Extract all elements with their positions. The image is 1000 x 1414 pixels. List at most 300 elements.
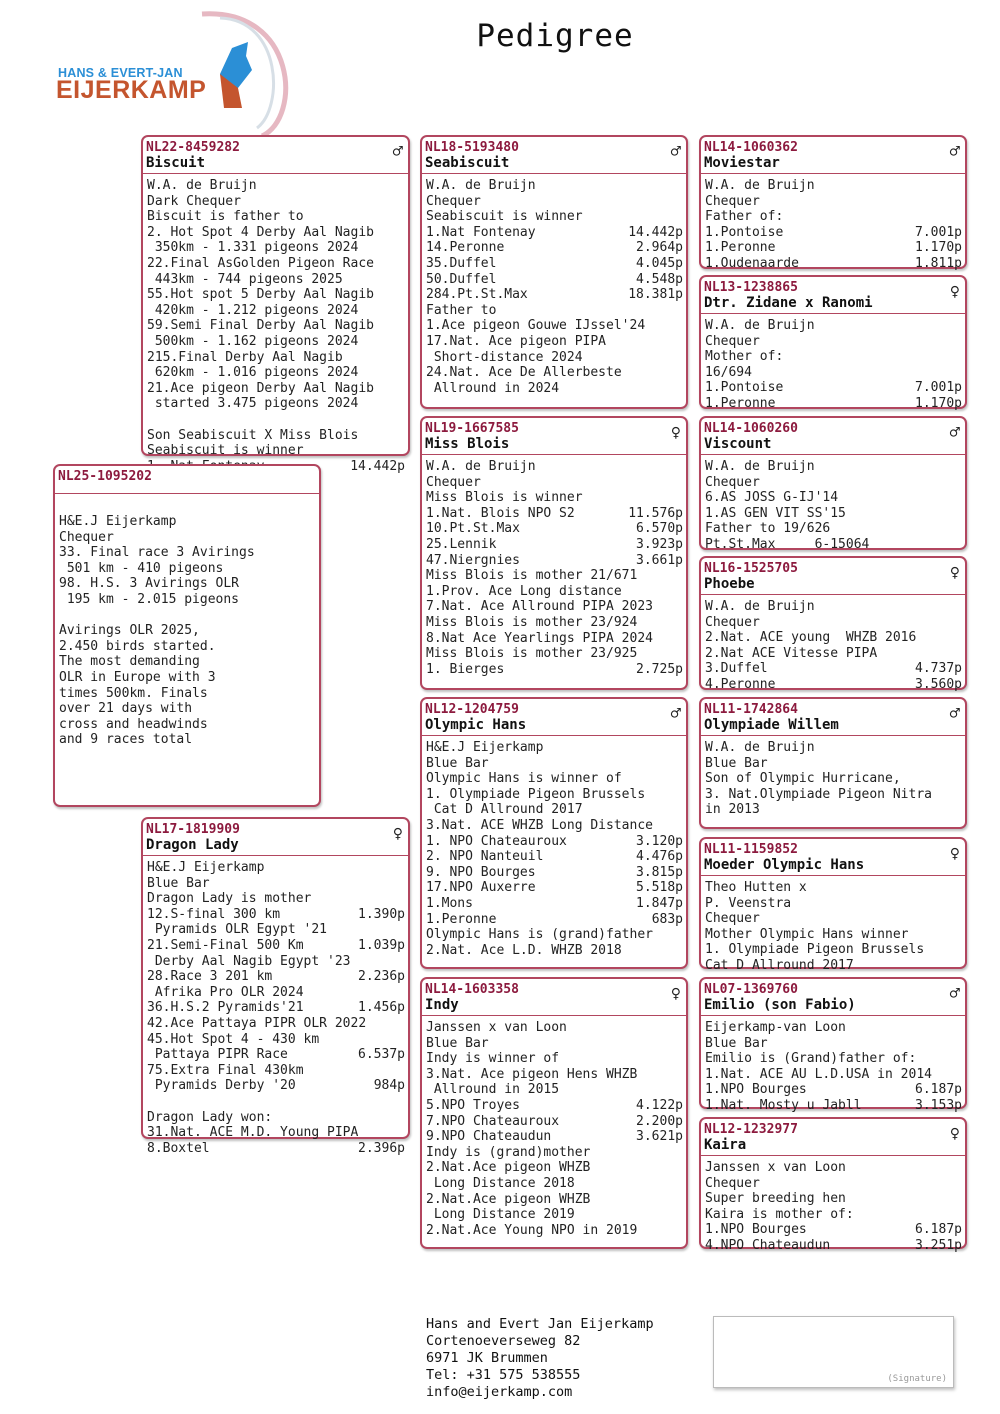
- card-line: [705, 1020, 962, 1036]
- card-line: [426, 303, 683, 319]
- female-icon: ♀: [949, 282, 960, 302]
- pigeon-name: Olympiade Willem: [704, 717, 839, 733]
- footer-address: [426, 1316, 654, 1401]
- card-line-value: 1.170p: [915, 395, 962, 411]
- card-line-text: 1. Bierges: [426, 661, 505, 677]
- ring-number: NL12-1204759: [425, 702, 519, 717]
- card-line: [705, 178, 962, 194]
- card-line: [147, 1125, 405, 1141]
- card-line-text: cross and headwinds: [59, 716, 208, 732]
- card-line-text: started 3.475 pigeons 2024: [147, 396, 359, 412]
- card-line-text: over 21 days with: [59, 701, 193, 717]
- card-line-text: Chequer: [705, 614, 760, 630]
- card-line-text: Theo Hutten x: [705, 880, 807, 895]
- card-header: [422, 418, 686, 455]
- ring-number: NL17-1819909: [146, 822, 240, 837]
- card-line-value: 1.811p: [915, 255, 962, 271]
- card-line-text: 2. NPO Nanteuil: [426, 849, 544, 865]
- card-line-value: 6.537p: [358, 1047, 405, 1063]
- card-body: [422, 455, 686, 679]
- pedigree-card-phoebe: [699, 556, 967, 690]
- card-line: [147, 876, 405, 892]
- footer-email[interactable]: info@eijerkamp.com: [426, 1384, 573, 1400]
- card-line-text: Chequer: [59, 529, 114, 545]
- card-line: [426, 756, 683, 772]
- card-line-text: Pt.St.Max 6-15064: [705, 536, 870, 552]
- card-line-text: 1. Olympiade Pigeon Brussels: [705, 942, 925, 958]
- female-icon: ♀: [670, 984, 681, 1004]
- card-line: [59, 592, 316, 608]
- card-line: [705, 521, 962, 537]
- card-line-text: W.A. de Bruijn: [705, 740, 815, 755]
- card-line-text: Dark Chequer: [147, 193, 241, 209]
- card-line: [147, 350, 405, 366]
- card-body: [55, 494, 319, 750]
- card-line-text: 21.Semi-Final 500 Km: [147, 937, 304, 953]
- card-line: [426, 1192, 683, 1208]
- card-line: [147, 256, 405, 272]
- card-line: [147, 194, 405, 210]
- card-line-text: 45.Hot Spot 4 - 430 km: [147, 1031, 320, 1047]
- card-line: [59, 654, 316, 670]
- card-line: [426, 381, 683, 397]
- card-header: [701, 699, 965, 736]
- card-line-text: 2.450 birds started.: [59, 638, 216, 654]
- card-line: [426, 1067, 683, 1083]
- card-line-text: 1.NPO Bourges: [705, 1222, 807, 1238]
- pedigree-card-seabiscuit: [420, 135, 688, 409]
- card-line: [705, 194, 962, 210]
- card-line-text: 59.Semi Final Derby Aal Nagib: [147, 318, 374, 334]
- card-line-value: 6.187p: [915, 1222, 962, 1238]
- card-line-text: 1.Ace pigeon Gouwe IJssel'24: [426, 318, 646, 334]
- card-line-text: 1.NPO Bourges: [705, 1082, 807, 1098]
- card-line-text: OLR in Europe with 3: [59, 669, 216, 685]
- signature-label: (Signature): [887, 1374, 947, 1384]
- card-line-value: 1.039p: [358, 937, 405, 953]
- card-line-text: Miss Blois is mother 23/924: [426, 614, 638, 630]
- card-line: [426, 584, 683, 600]
- card-line-text: 4.NPO Chateaudun: [705, 1237, 831, 1253]
- logo: [52, 8, 292, 138]
- card-line-text: Afrika Pro OLR 2024: [147, 984, 304, 1000]
- card-line-text: H&E.J Eijerkamp: [59, 514, 177, 529]
- card-line: [147, 428, 405, 444]
- card-line: [426, 771, 683, 787]
- card-line-text: H&E.J Eijerkamp: [147, 860, 265, 875]
- card-line-value: 3.815p: [636, 864, 683, 880]
- pedigree-card-dtr-zidane: [699, 275, 967, 409]
- card-line: [426, 1207, 683, 1223]
- card-line-text: 36.H.S.2 Pyramids'21: [147, 1000, 304, 1016]
- card-line: [426, 631, 683, 647]
- card-line-text: 28.Race 3 201 km: [147, 969, 273, 985]
- male-icon: ♂: [949, 984, 960, 1004]
- card-line: [59, 608, 316, 624]
- card-line: [426, 662, 683, 678]
- card-line: [59, 530, 316, 546]
- card-line: [705, 1051, 962, 1067]
- card-line-value: 683p: [651, 911, 683, 927]
- card-line: [426, 740, 683, 756]
- card-line-text: Chequer: [705, 474, 760, 490]
- card-line: [426, 225, 683, 241]
- ring-number: NL16-1525705: [704, 561, 798, 576]
- card-line-text: 1.Nat. Blois NPO S2: [426, 505, 575, 521]
- card-body: [701, 174, 965, 274]
- card-line-text: 1. NPO Chateauroux: [426, 833, 567, 849]
- card-line: [426, 459, 683, 475]
- pigeon-name: Viscount: [704, 436, 772, 452]
- card-line: [705, 1222, 962, 1238]
- card-line: [147, 1000, 405, 1016]
- card-line: [59, 670, 316, 686]
- card-line: [59, 732, 316, 748]
- card-line-text: Cat D Allround 2017: [426, 802, 583, 818]
- card-line-text: Eijerkamp-van Loon: [705, 1020, 846, 1035]
- card-body: [143, 174, 408, 476]
- card-line-text: 195 km - 2.015 pigeons: [59, 591, 240, 607]
- card-line-text: 24.Nat. Ace De Allerbeste: [426, 365, 622, 381]
- card-line-text: W.A. de Bruijn: [147, 178, 257, 193]
- card-line-text: 47.Niergnies: [426, 552, 520, 568]
- card-line: [705, 630, 962, 646]
- card-line-text: 7.Nat. Ace Allround PIPA 2023: [426, 599, 653, 615]
- card-line: [59, 545, 316, 561]
- pigeon-name: Biscuit: [146, 155, 206, 171]
- card-line: [705, 740, 962, 756]
- pedigree-card-moeder-olympic-hans: [699, 837, 967, 973]
- signature-box: [713, 1316, 954, 1388]
- card-body: [422, 174, 686, 398]
- footer-line: Hans and Evert Jan Eijerkamp: [426, 1316, 654, 1332]
- card-line-text: 3. Nat.Olympiade Pigeon Nitra: [705, 786, 932, 802]
- card-line-text: Dragon Lady won:: [147, 1109, 273, 1125]
- card-line: [426, 615, 683, 631]
- card-line: [147, 1063, 405, 1079]
- card-line-text: 10.Pt.St.Max: [426, 521, 520, 537]
- card-line-text: Allround in 2024: [426, 380, 560, 396]
- card-line: [147, 381, 405, 397]
- card-line: [426, 1098, 683, 1114]
- ring-number: NL12-1232977: [704, 1122, 798, 1137]
- card-line: [426, 178, 683, 194]
- card-line-value: 14.442p: [628, 224, 683, 240]
- card-line-text: W.A. de Bruijn: [705, 459, 815, 474]
- card-line: [426, 194, 683, 210]
- card-line-text: 33. Final race 3 Avirings: [59, 545, 255, 561]
- card-line: [147, 891, 405, 907]
- card-header: [701, 839, 965, 876]
- card-line: [426, 334, 683, 350]
- ring-number: NL11-1742864: [704, 702, 798, 717]
- card-line-text: 42.Ace Pattaya PIPR OLR 2022: [147, 1015, 367, 1031]
- card-line-text: 1.Nat Fontenay: [426, 224, 536, 240]
- card-line-text: Chequer: [705, 1175, 760, 1191]
- card-line-text: 2. Hot Spot 4 Derby Aal Nagib: [147, 224, 374, 240]
- card-line: [705, 677, 962, 693]
- card-line-text: Miss Blois is mother 23/925: [426, 646, 638, 662]
- card-line-text: [147, 1094, 155, 1110]
- card-line-text: Biscuit is father to: [147, 209, 304, 225]
- card-line-text: 2.Nat.Ace Young NPO in 2019: [426, 1222, 638, 1238]
- card-line-text: 8.Nat Ace Yearlings PIPA 2024: [426, 630, 653, 646]
- card-line-value: 2.200p: [636, 1113, 683, 1129]
- card-line-text: Short-distance 2024: [426, 349, 583, 365]
- card-line-text: Pyramids Derby '20: [147, 1078, 296, 1094]
- card-line-value: 3.153p: [915, 1097, 962, 1113]
- card-line: [705, 787, 962, 803]
- card-line-value: 6.187p: [915, 1082, 962, 1098]
- card-line: [147, 1032, 405, 1048]
- card-line: [705, 475, 962, 491]
- card-line: [147, 938, 405, 954]
- card-line: [426, 818, 683, 834]
- card-line: [705, 318, 962, 334]
- card-line-text: 2.Nat ACE Vitesse PIPA: [705, 645, 878, 661]
- card-line: [147, 969, 405, 985]
- card-line-text: and 9 races total: [59, 732, 193, 748]
- card-line-value: 3.661p: [636, 552, 683, 568]
- ring-number: NL19-1667585: [425, 421, 519, 436]
- card-line-text: 35.Duffel: [426, 255, 497, 271]
- card-line: [426, 490, 683, 506]
- pigeon-name: Indy: [425, 997, 459, 1013]
- card-line: [705, 802, 962, 818]
- card-line: [426, 1036, 683, 1052]
- female-icon: ♀: [670, 423, 681, 443]
- card-line: [147, 1047, 405, 1063]
- card-line-text: P. Veenstra: [705, 895, 792, 911]
- card-line-value: 3.560p: [915, 676, 962, 692]
- card-line-text: 98. H.S. 3 Avirings OLR: [59, 576, 240, 592]
- card-line-text: 2.Nat.Ace pigeon WHZB: [426, 1160, 591, 1176]
- ring-number: NL11-1159852: [704, 842, 798, 857]
- card-line-text: 5.NPO Troyes: [426, 1097, 520, 1113]
- card-line: [426, 1176, 683, 1192]
- pedigree-card-dragon-lady: [141, 817, 410, 1156]
- ring-number: NL14-1603358: [425, 982, 519, 997]
- ring-number: NL25-1095202: [58, 469, 152, 484]
- card-line: [426, 287, 683, 303]
- card-line-text: Miss Blois is winner: [426, 490, 583, 506]
- card-line-value: 7.001p: [915, 224, 962, 240]
- card-body: [422, 736, 686, 960]
- card-line-text: Chequer: [705, 193, 760, 209]
- card-line-text: 500km - 1.162 pigeons 2024: [147, 333, 359, 349]
- card-line-text: Olympic Hans is winner of: [426, 771, 622, 787]
- card-line-value: 2.725p: [636, 661, 683, 677]
- card-line: [426, 272, 683, 288]
- ring-number: NL14-1060362: [704, 140, 798, 155]
- card-line-value: 7.001p: [915, 380, 962, 396]
- page-title: Pedigree: [476, 18, 634, 54]
- card-line: [147, 1110, 405, 1126]
- card-line-text: 25.Lennik: [426, 536, 497, 552]
- card-line-text: 1.Peronne: [705, 240, 776, 256]
- card-line: [59, 561, 316, 577]
- card-line: [705, 1238, 962, 1254]
- pigeon-name: Olympic Hans: [425, 717, 527, 733]
- card-line: [59, 701, 316, 717]
- card-line-value: 3.923p: [636, 536, 683, 552]
- card-line-text: 215.Final Derby Aal Nagib: [147, 349, 343, 365]
- card-line-text: Pyramids OLR Egypt '21: [147, 922, 328, 938]
- card-line: [59, 717, 316, 733]
- card-line: [705, 396, 962, 412]
- card-line: [147, 907, 405, 923]
- card-line-value: 3.621p: [636, 1129, 683, 1145]
- card-line: [426, 506, 683, 522]
- card-line-text: 2.Nat.Ace pigeon WHZB: [426, 1191, 591, 1207]
- card-line-text: W.A. de Bruijn: [426, 178, 536, 193]
- card-line-text: 17.NPO Auxerre: [426, 880, 536, 896]
- card-line: [705, 599, 962, 615]
- card-line: [426, 599, 683, 615]
- card-line-text: 1. Olympiade Pigeon Brussels: [426, 786, 646, 802]
- card-line-text: W.A. de Bruijn: [705, 318, 815, 333]
- card-line-value: 1.390p: [358, 906, 405, 922]
- ring-number: NL14-1060260: [704, 421, 798, 436]
- card-body: [701, 1016, 965, 1116]
- card-header: [701, 558, 965, 595]
- card-line-text: Blue Bar: [705, 755, 768, 771]
- card-line-text: 1.Pontoise: [705, 380, 784, 396]
- card-line-value: 4.548p: [636, 271, 683, 287]
- card-line: [426, 927, 683, 943]
- card-line: [705, 490, 962, 506]
- male-icon: ♂: [949, 704, 960, 724]
- card-header: [422, 699, 686, 736]
- card-line-text: 50.Duffel: [426, 271, 497, 287]
- card-line-text: times 500km. Finals: [59, 685, 208, 701]
- card-line-text: Avirings OLR 2025,: [59, 623, 200, 639]
- card-body: [701, 876, 965, 976]
- card-line: [147, 318, 405, 334]
- card-line-value: 6.570p: [636, 521, 683, 537]
- card-line: [426, 568, 683, 584]
- card-line: [59, 623, 316, 639]
- card-line: [705, 911, 962, 927]
- card-line-text: 3.Nat. Ace pigeon Hens WHZB: [426, 1066, 638, 1082]
- card-line-text: Chequer: [426, 193, 481, 209]
- card-body: [701, 1156, 965, 1256]
- card-line: [426, 256, 683, 272]
- card-line-text: 12.S-final 300 km: [147, 906, 281, 922]
- female-icon: ♀: [949, 1124, 960, 1144]
- card-body: [701, 314, 965, 414]
- ring-number: NL07-1369760: [704, 982, 798, 997]
- card-header: [701, 979, 965, 1016]
- card-line-text: Janssen x van Loon: [426, 1020, 567, 1035]
- card-line-value: 1.170p: [915, 240, 962, 256]
- ring-number: NL13-1238865: [704, 280, 798, 295]
- male-icon: ♂: [392, 142, 403, 162]
- logo-line1: HANS & EVERT-JAN: [58, 66, 183, 80]
- card-line-text: Blue Bar: [426, 1035, 489, 1051]
- card-line-text: Janssen x van Loon: [705, 1160, 846, 1175]
- card-line-text: 3.Nat. ACE WHZB Long Distance: [426, 817, 653, 833]
- card-line-text: Mother Olympic Hans winner: [705, 926, 909, 942]
- ring-number: NL18-5193480: [425, 140, 519, 155]
- pigeon-name: Phoebe: [704, 576, 755, 592]
- card-header: [55, 466, 319, 494]
- pedigree-card-miss-blois: [420, 416, 688, 690]
- pigeon-name: Emilio (son Fabio): [704, 997, 856, 1013]
- card-line-text: 2.Nat. ACE young WHZB 2016: [705, 630, 917, 646]
- card-line-value: 2.236p: [358, 969, 405, 985]
- card-line: [426, 865, 683, 881]
- card-line-value: 3.120p: [636, 833, 683, 849]
- card-body: [701, 455, 965, 555]
- card-line-text: 21.Ace pigeon Derby Aal Nagib: [147, 380, 374, 396]
- card-body: [701, 595, 965, 695]
- card-line-text: 9.NPO Chateaudun: [426, 1129, 552, 1145]
- card-line: [426, 365, 683, 381]
- card-line-text: H&E.J Eijerkamp: [426, 740, 544, 755]
- card-line-text: Indy is (grand)mother: [426, 1144, 591, 1160]
- card-line: [705, 365, 962, 381]
- card-line: [705, 380, 962, 396]
- card-line: [705, 1082, 962, 1098]
- card-line: [426, 1145, 683, 1161]
- card-line-text: Father to 19/626: [705, 521, 831, 537]
- card-line: [147, 334, 405, 350]
- card-header: [701, 418, 965, 455]
- card-line: [147, 1016, 405, 1032]
- card-line-text: 14.Peronne: [426, 240, 505, 256]
- pedigree-card-olympiade-willem: [699, 697, 967, 829]
- card-line-value: 984p: [373, 1078, 405, 1094]
- card-line: [147, 922, 405, 938]
- male-icon: ♂: [949, 423, 960, 443]
- card-line-text: Father of:: [705, 209, 784, 225]
- card-line: [147, 272, 405, 288]
- pigeon-name: Seabiscuit: [425, 155, 510, 171]
- card-line-value: 4.122p: [636, 1097, 683, 1113]
- card-line: [147, 1141, 405, 1157]
- card-line: [705, 756, 962, 772]
- ring-number: NL22-8459282: [146, 140, 240, 155]
- card-line-text: The most demanding: [59, 654, 200, 670]
- card-line: [147, 1094, 405, 1110]
- pedigree-card-subject: [53, 464, 321, 807]
- pigeon-name: Kaira: [704, 1137, 747, 1153]
- card-line: [426, 802, 683, 818]
- card-line-text: Olympic Hans is (grand)father: [426, 927, 653, 943]
- card-line-text: W.A. de Bruijn: [705, 599, 815, 614]
- card-line: [147, 985, 405, 1001]
- card-line: [426, 943, 683, 959]
- pigeon-name: Moeder Olympic Hans: [704, 857, 865, 873]
- card-line: [705, 209, 962, 225]
- card-line: [426, 1223, 683, 1239]
- card-header: [701, 1119, 965, 1156]
- card-line-text: Miss Blois is mother 21/671: [426, 568, 638, 584]
- card-line-value: 1.456p: [358, 1000, 405, 1016]
- card-line: [426, 1051, 683, 1067]
- card-line-value: 4.045p: [636, 255, 683, 271]
- card-line-text: Allround in 2015: [426, 1082, 560, 1098]
- card-line-text: 7.NPO Chateauroux: [426, 1113, 560, 1129]
- card-line-text: Indy is winner of: [426, 1051, 560, 1067]
- card-line-text: 1.Peronne: [705, 395, 776, 411]
- card-line: [426, 350, 683, 366]
- card-line: [59, 639, 316, 655]
- card-line: [705, 880, 962, 896]
- card-line-value: 1.847p: [636, 895, 683, 911]
- card-line-text: Kaira is mother of:: [705, 1206, 854, 1222]
